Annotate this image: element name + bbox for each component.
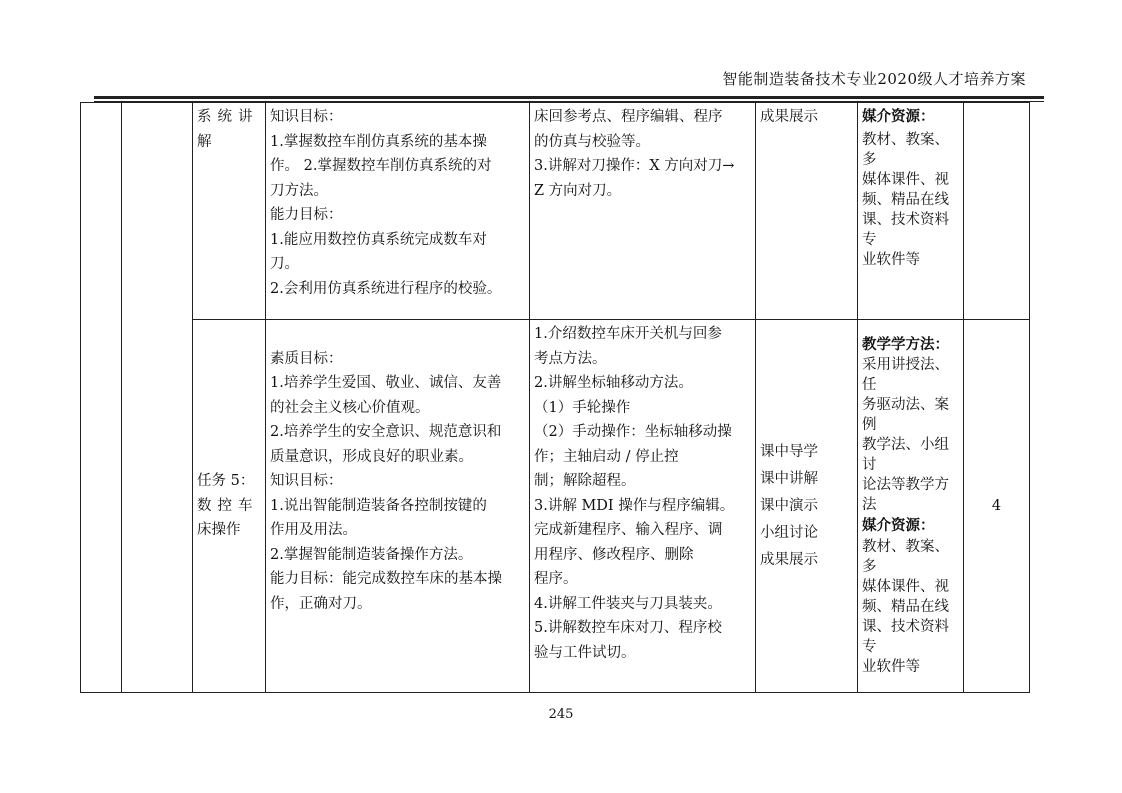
content-line: 2.讲解坐标轴移动方法。 [534,375,693,391]
objective-line: 2.会利用仿真系统进行程序的校验。 [270,280,502,297]
objective-line: 能力目标：能完成数控车床的基本操 [270,571,502,587]
objective-line: 1.能应用数控仿真系统完成数车对 [270,231,487,248]
task-label-line: 解 [197,133,212,150]
content-line: 5.讲解数控车床对刀、程序校 [534,620,722,636]
resource-line: 业软件等 [862,659,920,675]
content-line: 考点方法。 [534,350,607,367]
resource-line: 教材、教案、多 [862,131,949,168]
content-line: （1）手轮操作 [534,399,631,416]
resource-line: 媒体课件、视 [862,579,949,595]
resources-cell [858,320,964,693]
teaching-method-line: 采用讲授法、任 [862,357,949,393]
resource-line: 业软件等 [862,251,920,268]
module-cell [81,103,122,693]
method-line: 小组讨论 [760,524,818,541]
hours-cell [964,103,1030,320]
content-line: Z 方向对刀。 [534,182,622,199]
resources-heading: 媒介资源： [862,108,935,125]
resource-line: 媒体课件、视 [862,171,949,188]
table-row [81,320,1030,693]
document-header-title: 智能制造装备技术专业2020级人才培养方案 [722,70,1026,88]
objective-line: 1.培养学生爱国、敬业、诚信、友善 [270,375,502,391]
method-line: 成果展示 [760,109,818,125]
content-line: 制；解除超程。 [534,473,636,489]
content-line: 1.介绍数控车床开关机与回参 [534,326,722,342]
objective-line: 刀方法。 [270,182,328,199]
objective-line: 知识目标： [270,109,343,125]
teaching-method-line: 法 [862,497,877,513]
objectives-cell [266,103,530,320]
objective-line: 能力目标： [270,207,343,223]
task-label-line: 数控车 [197,497,259,514]
header-rule-thick [94,96,1044,99]
content-line: 完成新建程序、输入程序、调 [534,522,723,538]
resource-line: 课、技术资料专 [862,619,949,655]
task-label-line: 床操作 [197,522,241,539]
method-line: 课中讲解 [760,470,818,487]
resources-heading: 媒介资源： [862,517,935,534]
teaching-method-line: 论法等教学方 [862,477,949,493]
objective-line: 1.说出智能制造装备各控制按键的 [270,497,487,514]
task-cell [193,320,266,693]
content-line: 用程序、修改程序、删除 [534,546,694,563]
content-line: （2）手动操作：坐标轴移动操 [534,424,732,440]
method-line: 课中演示 [760,497,818,514]
project-cell [122,103,193,693]
objective-line: 素质目标： [270,350,343,367]
teaching-method-line: 务驱动法、案例 [862,397,949,433]
content-line: 床回参考点、程序编辑、程序 [534,109,723,125]
hours-value: 4 [991,497,1002,514]
objective-line: 作。 2.掌握数控车削仿真系统的对 [270,158,492,174]
resources-cell [858,103,964,320]
objective-line: 的社会主义核心价值观。 [270,399,430,416]
page-number: 245 [548,707,574,722]
content-line: 作；主轴启动 / 停止控 [534,448,679,465]
teaching-methods-heading: 教学学方法： [862,336,949,353]
resource-line: 课、技术资料专 [862,211,949,248]
task-label-line: 系统讲 [197,109,259,125]
teaching-method-line: 教学法、小组讨 [862,437,949,473]
content-line: 程序。 [534,571,578,587]
resource-line: 频、精品在线 [862,191,949,208]
objective-line: 1.掌握数控车削仿真系统的基本操 [270,133,487,150]
objective-line: 作，正确对刀。 [270,595,372,612]
objective-line: 知识目标： [270,473,343,489]
objective-line: 2.掌握智能制造装备操作方法。 [270,546,473,563]
methods-cell [756,103,858,320]
method-line: 成果展示 [760,551,818,568]
content-line: 3.讲解 MDI 操作与程序编辑。 [534,497,735,514]
methods-cell [756,320,858,693]
objectives-cell [266,320,530,693]
content-line: 的仿真与校验等。 [534,133,650,150]
content-cell [530,103,756,320]
curriculum-table [80,102,1030,693]
objective-line: 2.培养学生的安全意识、规范意识和 [270,424,502,440]
objective-line: 刀。 [270,256,299,272]
table-row [81,103,1030,320]
content-line: 4.讲解工件装夹与刀具装夹。 [534,595,722,612]
content-line: 3.讲解对刀操作：X 方向对刀→ [534,158,735,174]
task-cell [193,103,266,320]
resource-line: 频、精品在线 [862,599,949,615]
content-line: 验与工件试切。 [534,644,636,661]
hours-cell [964,320,1030,693]
method-line: 课中导学 [760,443,818,460]
objective-line: 作用及用法。 [270,522,357,538]
resource-line: 教材、教案、多 [862,539,949,575]
objective-line: 质量意识，形成良好的职业素。 [270,448,473,465]
content-cell [530,320,756,693]
task-label-line: 任务 5： [197,473,255,490]
